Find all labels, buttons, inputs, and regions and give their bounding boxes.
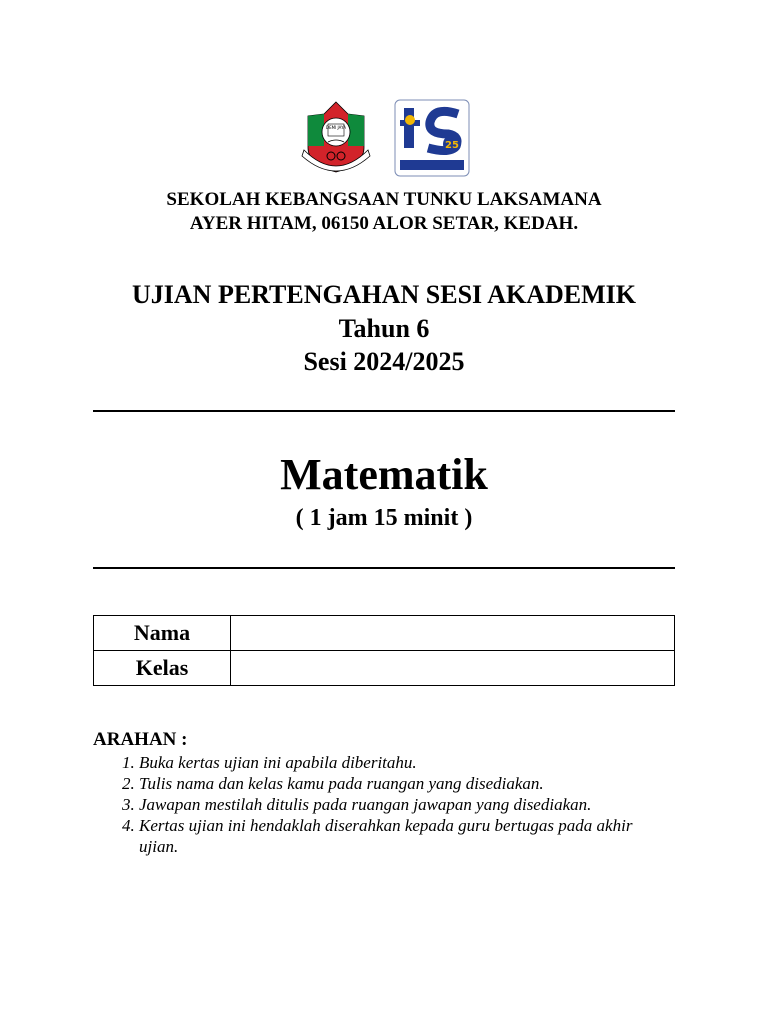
list-item: 3. Jawapan mestilah ditulis pada ruangan jawapan yang disediakan. [139,794,675,815]
divider-top [93,410,675,412]
name-field[interactable] [231,616,675,651]
school-name: SEKOLAH KEBANGSAAN TUNKU LAKSAMANA [166,189,602,210]
table-row [94,651,675,686]
school-address: AYER HITAM, 06150 ALOR SETAR, KEDAH. [189,213,579,234]
divider-bottom [93,567,675,569]
instructions-list [93,752,675,857]
instructions-heading: ARAHAN : [93,729,188,750]
school-crest-icon [298,98,374,178]
subject-duration: ( 1 jam 15 minit ) [295,505,473,531]
list-item: 2. Tulis nama dan kelas kamu pada ruangan yang disediakan. [139,773,675,794]
subject-block [0,448,768,534]
list-item: 1. Buka kertas ujian ini apabila diberitahu. [139,752,675,773]
exam-header [0,278,768,378]
student-info-table [93,615,675,686]
subject-name: Matematik [280,450,488,499]
exam-title: UJIAN PERTENGAHAN SESI AKADEMIK [132,280,636,309]
name-label: Nama [94,616,231,651]
crest-motto-line1: DEMI JAYA [326,125,346,130]
instructions [93,728,675,857]
table-row [94,616,675,651]
class-label: Kelas [94,651,231,686]
exam-session: Sesi 2024/2025 [303,347,465,376]
exam-year: Tahun 6 [338,314,430,343]
school-header [0,188,768,236]
ts25-mark: 25 [445,140,459,151]
list-item: 4. Kertas ujian ini hendaklah diserahkan kepada guru bertugas pada akhir ujian. [139,815,675,857]
logo-row [0,98,768,178]
ts25-logo-icon [394,98,470,178]
class-field[interactable] [231,651,675,686]
